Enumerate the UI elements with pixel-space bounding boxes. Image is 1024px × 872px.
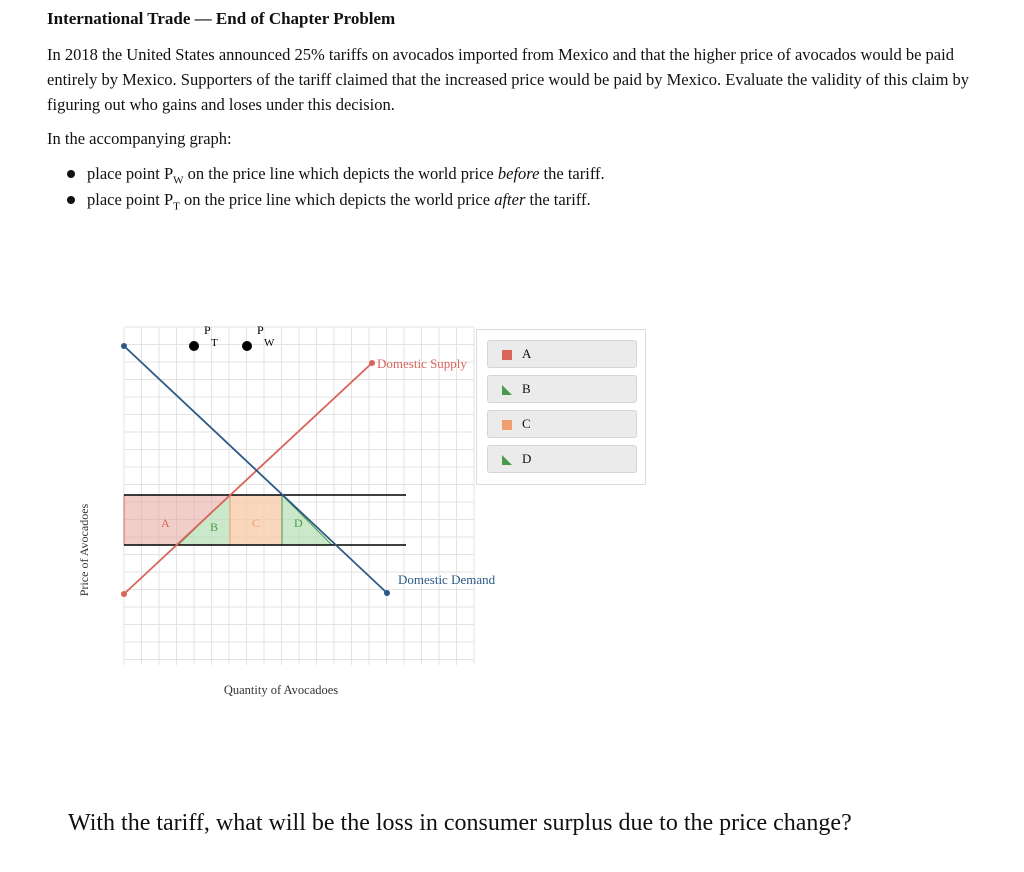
point-pt-marker[interactable] [189,341,199,351]
area-d-label: D [294,516,303,530]
legend-item-d[interactable]: D [487,445,637,473]
point-pt-letter: P [204,323,211,337]
green-triangle-icon [502,385,512,395]
supply-handle-start[interactable] [121,591,127,597]
point-pw-sub: W [264,337,275,349]
y-axis-label: Price of Avocadoes [77,503,91,597]
red-square-icon [502,350,512,360]
area-b-label: B [210,520,219,534]
point-pt-sub: T [211,337,218,349]
demand-handle-start[interactable] [121,343,127,349]
instructions-lead: In the accompanying graph: [47,129,232,148]
demand-curve[interactable] [124,346,387,593]
demand-handle-end[interactable] [384,590,390,596]
legend-item-b[interactable]: B [487,375,637,403]
supply-curve[interactable] [124,363,372,594]
problem-paragraph: In 2018 the United States announced 25% tariffs on avocados imported from Mexico and that the higher price of avocados would be paid entirely by Mexico. Supporters of the tariff claimed that the increased price would be paid by Mexico. Evaluate the validity of this claim by figuring out who gains and loses under this decision. [47,45,970,114]
page-title: International Trade — End of Chapter Problem [47,9,396,28]
demand-label: Domestic Demand [398,572,496,587]
legend-panel [476,329,646,485]
x-axis-label: Quantity of Avocadoes [223,683,339,697]
supply-handle-end[interactable] [369,360,375,366]
instruction-list [47,162,605,214]
area-c-label: C [252,516,261,530]
green-triangle-icon [502,455,512,465]
supply-label: Domestic Supply [377,356,467,371]
legend-item-a[interactable]: A [487,340,637,368]
instruction-item-pw: place point $P_W$ on the price line which depicts the world price before the tariff. [47,162,605,188]
instruction-item-pt: place point $P_T$ on the price line which depicts the world price after the tariff. [47,188,605,214]
area-a-label: A [161,516,170,530]
bullet-icon [67,170,75,178]
orange-square-icon [502,420,512,430]
legend-item-c[interactable]: C [487,410,637,438]
point-pw-letter: P [257,323,264,337]
bullet-icon [67,196,75,204]
question-text: With the tariff, what will be the loss in consumer surplus due to the price change? [68,810,852,836]
point-pw-marker[interactable] [242,341,252,351]
